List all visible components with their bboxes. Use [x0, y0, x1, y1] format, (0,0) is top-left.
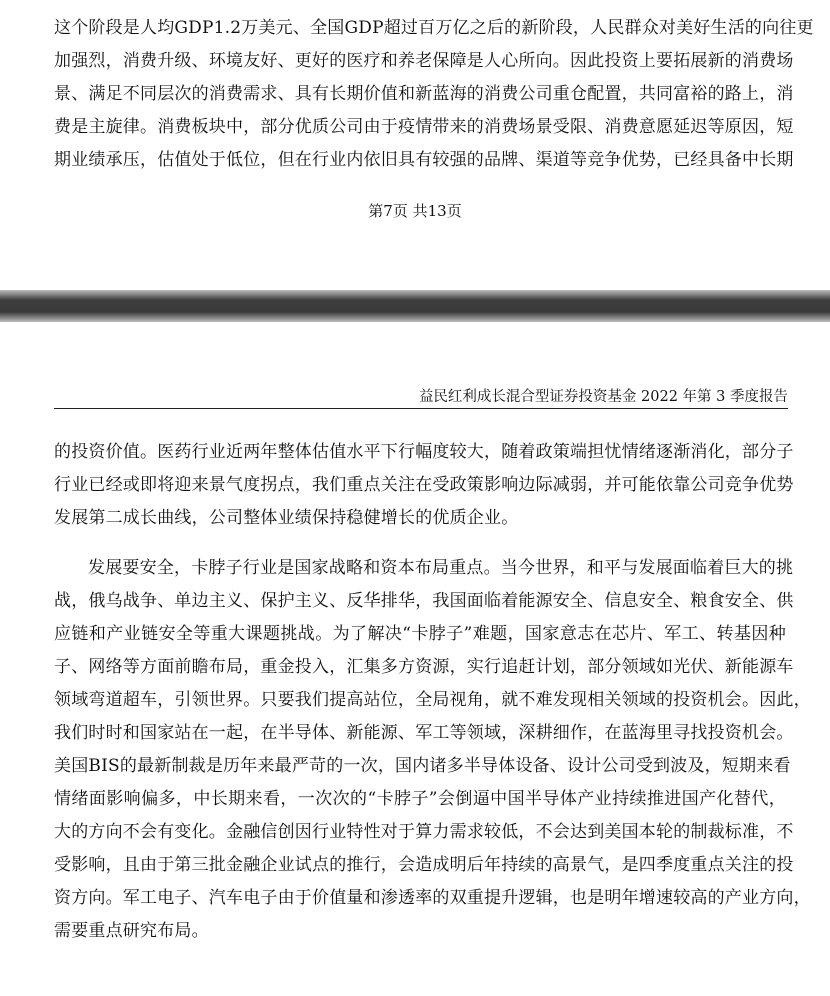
text-line: 期业绩承压，估值处于低位，但在行业内依旧具有较强的品牌、渠道等竞争优势，已经具备中长期 — [54, 150, 794, 170]
paragraph-security — [54, 552, 811, 948]
text-line: 我们时时和国家站在一起，在半导体、新能源、军工等领域，深耕细作，在蓝海里寻找投资机会。 — [54, 723, 794, 743]
text-line: 美国BIS的最新制裁是历年来最严苛的一次，国内诸多半导体设备、设计公司受到波及，短期来看 — [54, 756, 791, 776]
page-number: 第7页 共13页 — [368, 202, 462, 220]
text-line: 子、网络等方面前瞻布局，重金投入，汇集多方资源，实行追赶计划，部分领域如光伏、新能源车 — [54, 657, 794, 677]
text-line: 战，俄乌战争、单边主义、保护主义、反华排华，我国面临着能源安全、信息安全、粮食安全、供 — [54, 591, 794, 611]
text-line: 加强烈，消费升级、环境友好、更好的医疗和养老保障是人心所向。因此投资上要拓展新的消费场 — [54, 51, 794, 71]
page-divider — [0, 290, 830, 322]
text-line: 发展第二成长曲线，公司整体业绩保持稳健增长的优质企业。 — [54, 508, 519, 528]
text-line: 行业已经或即将迎来景气度拐点，我们重点关注在受政策影响边际减弱，并可能依靠公司竞争优势 — [54, 475, 794, 495]
previous-page-text — [54, 12, 814, 177]
text-line: 景、满足不同层次的消费需求、具有长期价值和新蓝海的消费公司重仓配置，共同富裕的路上，消 — [54, 84, 794, 104]
text-line: 领域弯道超车，引领世界。只要我们提高站位，全局视角，就不难发现相关领域的投资机会。因此， — [54, 690, 811, 710]
previous-page — [0, 0, 830, 290]
text-line: 受影响，且由于第三批金融企业试点的推行，会造成明后年持续的高景气，是四季度重点关注的投 — [54, 855, 794, 875]
header-rule — [54, 408, 788, 409]
text-line: 需要重点研究布局。 — [54, 921, 209, 941]
text-line: 应链和产业链安全等重大课题挑战。为了解决“卡脖子”难题，国家意志在芯片、军工、转基因种 — [54, 624, 786, 644]
text-line: 大的方向不会有变化。金融信创因行业特性对于算力需求较低，不会达到美国本轮的制裁标准，不 — [54, 822, 794, 842]
text-line: 情绪面影响偏多，中长期来看，一次次的“卡脖子”会倒逼中国半导体产业持续推进国产化替代， — [54, 789, 786, 809]
report-header: 益民红利成长混合型证券投资基金 2022 年第 3 季度报告 — [418, 389, 788, 405]
text-line: 这个阶段是人均GDP1.2万美元、全国GDP超过百万亿之后的新阶段，人民群众对美好生活的向往更 — [54, 18, 814, 38]
text-line: 资方向。军工电子、汽车电子由于价值量和渗透率的双重提升逻辑，也是明年增速较高的产业方向， — [54, 888, 811, 908]
paragraph-medical — [54, 436, 794, 535]
current-page — [0, 322, 830, 996]
text-line: 发展要安全，卡脖子行业是国家战略和资本布局重点。当今世界，和平与发展面临着巨大的挑 — [88, 558, 794, 578]
text-line: 费是主旋律。消费板块中，部分优质公司由于疫情带来的消费场景受限、消费意愿延迟等原因，短 — [54, 117, 794, 137]
text-line: 的投资价值。医药行业近两年整体估值水平下行幅度较大，随着政策端担忧情绪逐渐消化，部分子 — [54, 442, 794, 462]
